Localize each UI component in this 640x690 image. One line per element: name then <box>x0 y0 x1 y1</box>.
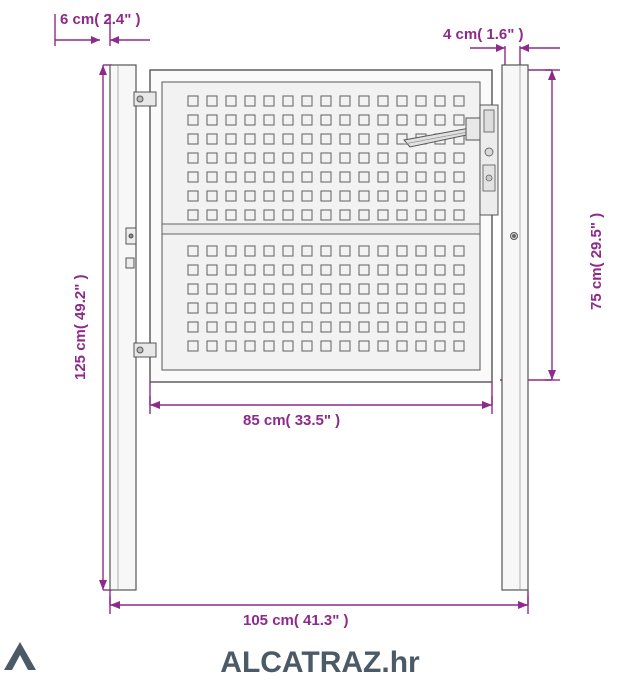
triangle-logo-icon <box>0 636 40 676</box>
right-post-hardware <box>511 233 518 240</box>
dimension-gate-width-label: 85 cm( 33.5" ) <box>243 412 341 429</box>
brand-name-text: ALCATRAZ <box>220 646 382 679</box>
brand-footer <box>0 636 640 690</box>
dimension-post-width-label: 6 cm( 2.4" ) <box>60 11 141 28</box>
right-post <box>502 65 528 590</box>
brand-suffix-text: .hr <box>381 646 420 679</box>
brand-name <box>220 646 419 680</box>
dimension-frame-thickness-label: 4 cm( 1.6" ) <box>443 26 524 43</box>
left-post <box>110 65 136 590</box>
dimension-total-height-label: 125 cm( 49.2" ) <box>72 274 89 380</box>
dimension-total-width-label: 105 cm( 41.3" ) <box>243 612 349 629</box>
dimension-gate-height-label: 75 cm( 29.5" ) <box>588 212 605 310</box>
